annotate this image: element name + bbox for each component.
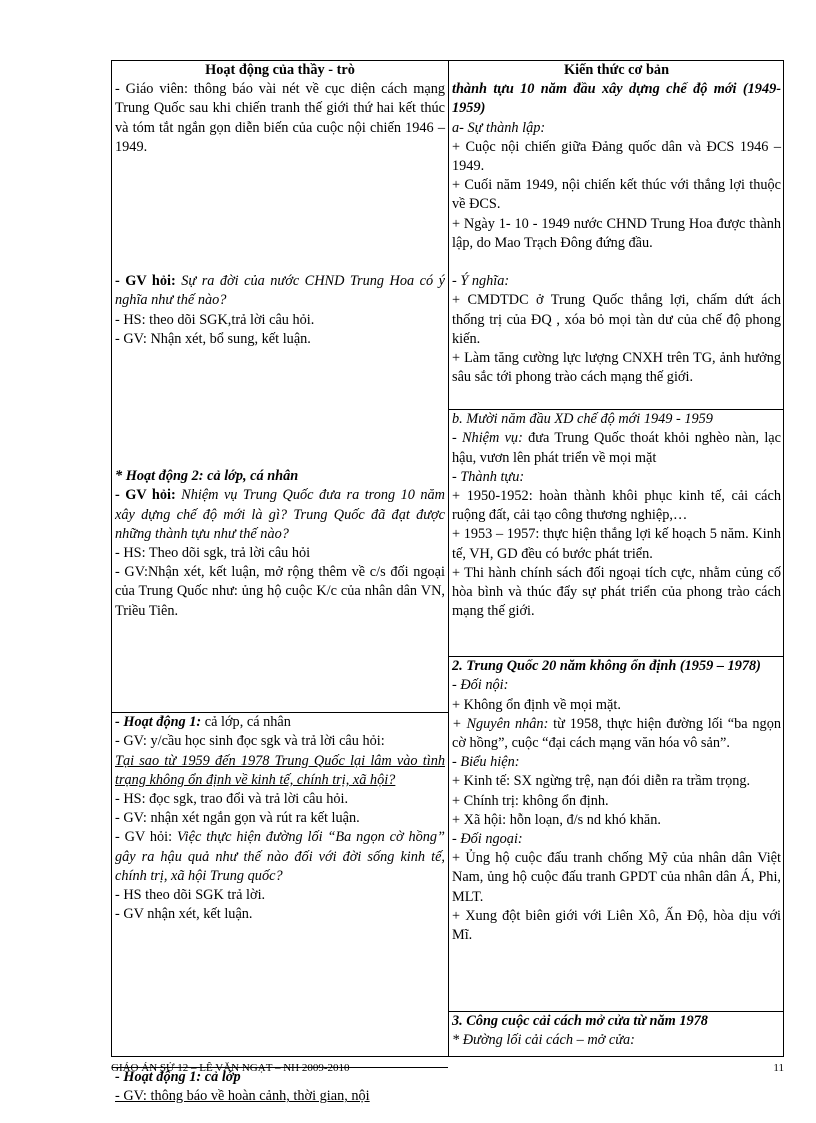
- left-b4-question: Tại sao từ 1959 đến 1978 Trung Quốc lại lâm vào tình trạng không ổn định về kinh tế, chính trị, xã hội?: [115, 752, 445, 788]
- right-block-5: [452, 1012, 781, 1050]
- left-b3-title: * Hoạt động 2: cả lớp, cá nhân: [115, 468, 299, 485]
- left-b3-question: - GV hỏi: Nhiệm vụ Trung Quốc đưa ra trong 10 năm xây dựng chế độ mới là gì? Trung Quốc đã đạt được những thành tựu như thế nào?: [115, 487, 445, 542]
- right-b2-line: + Làm tăng cường lực lượng CNXH trên TG, ảnh hưởng sâu sắc tới phong trào cách mạng thế giới.: [452, 350, 781, 386]
- left-b5-gv: - GV: thông báo về hoàn cảnh, thời gian, nội: [115, 1088, 370, 1105]
- left-block-2: [115, 272, 445, 467]
- right-b3-line: + 1950-1952: hoàn thành khôi phục kinh tế, cải cách ruộng đất, cải tạo công thương nghiệp,…: [452, 488, 781, 524]
- left-block-4: [115, 713, 445, 1067]
- left-block-3: [115, 467, 445, 712]
- left-b1-text: - Giáo viên: thông báo vài nét về cục diện cách mạng Trung Quốc sau khi chiến tranh thế giới thứ hai kết thúc và tóm tắt ngắn gọn diễn biến của cuộc nội chiến 1946 – 1949.: [115, 81, 445, 155]
- knowledge-column: [449, 61, 784, 1051]
- left-b2-gv: - GV: Nhận xét, bổ sung, kết luận.: [115, 330, 311, 347]
- right-b4-line: + Xã hội: hỗn loạn, đ/s nd khó khăn.: [452, 811, 661, 828]
- teacher-student-column: [112, 61, 448, 1107]
- right-b4-line: + Xung đột biên giới với Liên Xô, Ấn Độ, hòa dịu với Mĩ.: [452, 907, 781, 944]
- right-b4-line: + Ủng hộ cuộc đấu tranh chống Mỹ của nhân dân Việt Nam, ủng hộ cuộc đấu tranh GPDT của nhân dân Á, Phi, MLT.: [452, 850, 781, 905]
- right-b1-line: + Cuối năm 1949, nội chiến kết thúc với thắng lợi thuộc về ĐCS.: [452, 177, 781, 213]
- left-b4-gv2: - GV: nhận xét ngắn gọn và rút ra kết luận.: [115, 810, 360, 827]
- right-block-1: [452, 80, 781, 272]
- page-footer: [111, 1062, 784, 1076]
- left-block-1: [115, 80, 445, 272]
- right-b1-title: thành tựu 10 năm đầu xây dựng chế độ mới (1949-1959): [452, 81, 781, 117]
- left-b3-gv: - GV:Nhận xét, kết luận, mở rộng thêm về c/s đối ngoại của Trung Quốc như: ủng hộ cuộc K/c của nhân dân VN, Triều Tiên.: [115, 564, 445, 619]
- left-b4-question2: - GV hỏi: Việc thực hiện đường lối “Ba ngọn cờ hồng” gây ra hậu quả như thế nào đối với đời sống kinh tế, chính trị, xã hội Trung quốc?: [115, 829, 446, 884]
- right-block-4: [452, 657, 781, 1011]
- right-b1-line: + Ngày 1- 10 - 1949 nước CHND Trung Hoa được thành lập, do Mao Trạch Đông đứng đầu.: [452, 215, 781, 251]
- right-b3-line: + Thi hành chính sách đối ngoại tích cực, nhằm củng cố hòa bình và thúc đẩy sự phát triển của phong trào cách mạng thế giới.: [452, 564, 781, 620]
- right-b5-sub: * Đường lối cải cách – mở cửa:: [452, 1032, 635, 1049]
- right-b4-line: + Chính trị: không ổn định.: [452, 792, 609, 809]
- right-b4-title: 2. Trung Quốc 20 năm không ổn định (1959 – 1978): [452, 658, 761, 675]
- left-b2-hs: - HS: theo dõi SGK,trả lời câu hỏi.: [115, 311, 315, 328]
- right-b1-sub: a- Sự thành lập:: [452, 119, 546, 136]
- page-number: 11: [773, 1062, 784, 1074]
- right-block-2: [452, 272, 781, 409]
- left-header: Hoạt động của thầy - trò: [205, 62, 355, 78]
- right-b4-line: + Không ổn định về mọi mặt.: [452, 696, 621, 713]
- left-b4-title: - Hoạt động 1: cả lớp, cá nhân: [115, 714, 291, 731]
- right-b4-line: + Kinh tế: SX ngừng trệ, nạn đói diễn ra trầm trọng.: [452, 773, 751, 790]
- right-b5-title: 3. Công cuộc cải cách mở cửa từ năm 1978: [452, 1013, 708, 1030]
- right-b4-sub: - Biểu hiện:: [452, 754, 520, 771]
- right-b4-sub: - Đối ngoại:: [452, 831, 523, 848]
- right-block-3: [452, 410, 781, 656]
- left-b4-gv4: - GV nhận xét, kết luận.: [115, 906, 253, 923]
- right-b1-line: + Cuộc nội chiến giữa Đảng quốc dân và ĐCS 1946 – 1949.: [452, 138, 781, 175]
- right-b3-title: b. Mười năm đầu XD chế độ mới 1949 - 1959: [452, 411, 713, 428]
- left-b5-title: - Hoạt động 1: cả lớp: [115, 1069, 241, 1086]
- footer-title: GIÁO ÁN SỬ 12 – LÊ VĂN NGẠT – NH 2009-2010: [111, 1062, 350, 1074]
- left-b2-question: - GV hỏi: Sự ra đời của nước CHND Trung Hoa có ý nghĩa như thế nào?: [115, 273, 445, 309]
- right-b4-nn: + Nguyên nhân: từ 1958, thực hiện đường lối “ba ngọn cờ hồng”, cuộc “đại cách mạng văn hóa vô sản”.: [452, 715, 781, 752]
- right-header: Kiến thức cơ bản: [563, 62, 670, 78]
- right-b3-nv: - Nhiệm vụ: đưa Trung Quốc thoát khỏi nghèo nàn, lạc hậu, vươn lên phát triển về mọi mặt: [452, 430, 781, 466]
- left-b4-gv: - GV: y/cầu học sinh đọc sgk và trả lời câu hỏi:: [115, 733, 385, 750]
- left-b4-hs: - HS: đọc sgk, trao đổi và trả lời câu hỏi.: [115, 791, 349, 808]
- left-b3-hs: - HS: Theo dõi sgk, trả lời câu hỏi: [115, 545, 311, 562]
- right-b3-tt: - Thành tựu:: [452, 468, 525, 485]
- right-b3-line: + 1953 – 1957: thực hiện thắng lợi kế hoạch 5 năm. Kinh tế, VH, GD đều có bước phát triển.: [452, 526, 781, 562]
- left-b4-hs2: - HS theo dõi SGK trả lời.: [115, 887, 266, 904]
- right-b4-sub: - Đối nội:: [452, 677, 509, 694]
- right-b2-line: + CMDTDC ở Trung Quốc thắng lợi, chấm dứt ách thống trị của ĐQ , xóa bỏ mọi tàn dư của chế độ phong kiến.: [452, 292, 781, 347]
- right-b2-sub: - Ý nghĩa:: [452, 273, 510, 290]
